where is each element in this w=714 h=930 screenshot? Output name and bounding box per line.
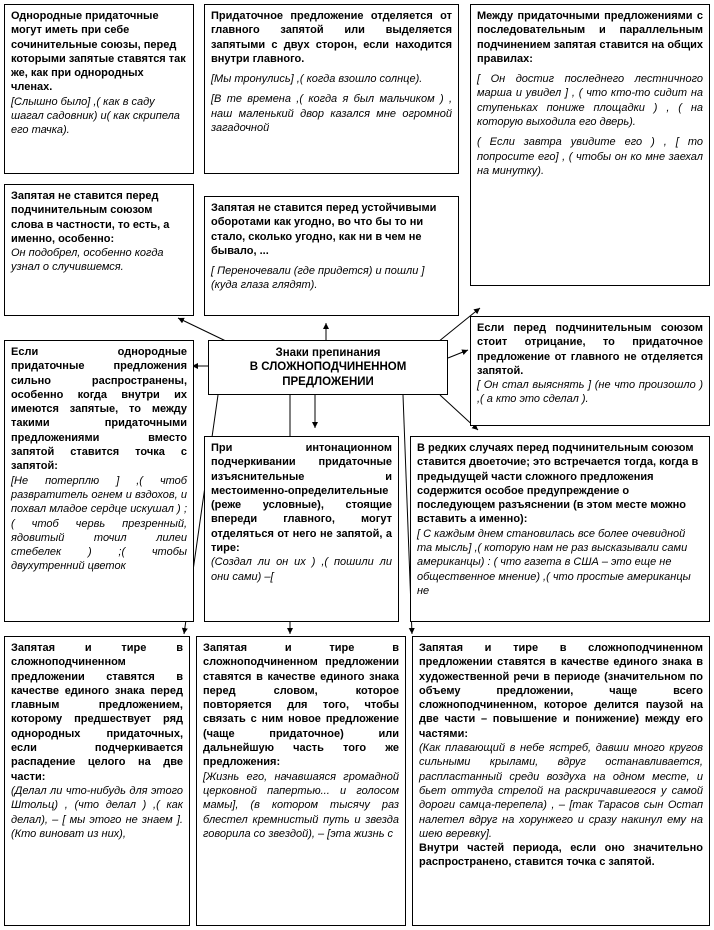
box-colon [410,436,710,622]
example-text: [Слышно было] ,( как в саду шагал садовник) и( как скрипела его тачка). [11,95,180,137]
rule-text: При интонационном подчеркивании придаточные изъяснительные и местоименно-определительные (реже условные), стоящие впереди главного, могут отделяться от него не запятой, а тире: [211,442,392,555]
box-no-comma-particles [4,184,194,316]
rule-text: Запятая и тире в сложноподчиненном предложении ставятся в качестве единого знака перед словом, которое повторяется для того, чтобы связать с ним новое предложение (чаще придаточное) или дальнейшую часть того же предложения: [203,642,399,769]
example-text: (Как плавающий в небе ястреб, давши много кругов сильными крылами, вдруг останавливается, распластанный среди воздуха на одном месте, и бьет оттуда стрелой на раскричавшегося у самой дороги самца-перепела) , – [так Тарасов сын Остап налетел вдруг на хорунжего и сразу накинул ему на шею веревку]. [419,742,703,840]
example-text-1: [ Он достиг последнего лестничного марша и увидел ] , ( что кто-то сидит на ступеньках пониже площадки ) , ( на которую выходила его дверь). [477,73,703,129]
example-text: (Делал ли что-нибудь для этого Штольц) , (что делал ) ,( как делал), – [ мы этого не знаем ]. (Кто виноват из них), [11,784,183,840]
box-comma-dash-repeat [196,636,406,926]
rule-text: Однородные придаточные могут иметь при себе сочинительные союзы, перед которыми запятые ставятся так же, как при однородных членах. [11,10,186,94]
center-title-box [208,340,448,395]
box-no-comma-idioms [204,196,459,316]
example-text-2: [В те времена ,( когда я был мальчиком ) , наш маленький двор казался мне огромной загадочной [211,93,452,135]
rule-text: Запятая и тире в сложноподчиненном предложении ставятся в качестве единого знака перед главным предложением, которому предшествует ряд однородных придаточных, если подчеркивается распадение целого на две части: [11,642,183,783]
rule-text: Если перед подчинительным союзом стоит отрицание, то придаточное предложение от главного не отделяется запятой. [477,322,703,377]
rule-text: Запятая и тире в сложноподчиненном предложении ставятся в качестве единого знака в художественной речи в периоде (значительном по объему предложении, чаще всего сложноподчиненном, которое делится паузой на две части – повышение и понижение) между его частями: [419,642,703,740]
box-dash-intonation [204,436,399,622]
example-text-2: ( Если завтра увидите его ) , [ то попросите его] , ( чтобы он ко мне заехал на минутку). [477,136,703,177]
rule-text: Запятая не ставится перед устойчивыми оборотами как угодно, во что бы то ни стало, сколько угодно, как ни в чем не бывало, ... [211,202,437,257]
example-text: Он подобрел, особенно когда узнал о случившемся. [11,247,164,274]
center-title-line2: В СЛОЖНОПОДЧИНЕННОМ ПРЕДЛОЖЕНИИ [249,361,407,388]
example-text: [ Он стал выяснять ] (не что произошло ) ,( а кто это сделал ). [477,379,703,406]
box-homogeneous-conjunctions [4,4,194,174]
box-comma-dash-period [412,636,710,926]
example-text: [ С каждым днем становилась все более очевидной та мысль] ,( которую нам не раз высказывали сами американцы) : ( что газета в США – это еще не общественное мнение) ,( что простые американцы не [417,527,691,597]
rule-text: Если однородные придаточные предложения сильно распространены, особенно когда внутри их имеются запятые, то между такими придаточными предложениями вместо запятой ставится точка с запятой: [11,346,187,473]
example-text: [ Переночевали (где придется) и пошли ] (куда глаза глядят). [211,265,425,292]
box-comma-separation [204,4,459,174]
example-text: [Не потерплю ] ,( чтоб развратитель огнем и вздохов, и похвал младое сердце искушал ) ;( чтоб червь презренный, ядовитый точил лилеи стебелек ) ;( чтобы двухутренний цветок [11,474,187,573]
box-negation [470,316,710,426]
center-title-line1: Знаки препинания [275,346,381,359]
rule-text: В редких случаях перед подчинительным союзом ставится двоеточие; это встречается тогда, когда в предыдущей части сложного предложения содержится особое предупреждение о последующем разъяснении (в этом месте можно вставить а именно): [417,442,699,526]
rule-text: Между придаточными предложениями с последовательным и параллельным подчинением запятая ставится на общих правилах: [477,10,703,65]
rule-text: Запятая не ставится перед подчинительным союзом слова в частности, то есть, а именно, особенно: [11,190,170,245]
note-text: Внутри частей периода, если оно значительно распространено, ставится точка с запятой. [419,842,703,869]
box-semicolon [4,340,194,622]
example-text: [Жизнь его, начавшаяся громадной церковной папертью... и голосом мамы], (в котором тысячу раз блестел кремнистый путь и звезда говорила со звездой), – [эта жизнь с [203,770,399,840]
arrow-to-right [448,350,468,358]
box-sequential-parallel [470,4,710,286]
example-text-1: [Мы тронулись] ,( когда взошло солнце). [211,73,423,86]
example-text: (Создал ли он их ) ,( пошили ли они сами) –[ [211,556,392,583]
box-comma-dash-homogeneous [4,636,190,926]
rule-text: Придаточное предложение отделяется от главного запятой или выделяется запятыми с двух сторон, если находится внутри главного. [211,10,452,65]
